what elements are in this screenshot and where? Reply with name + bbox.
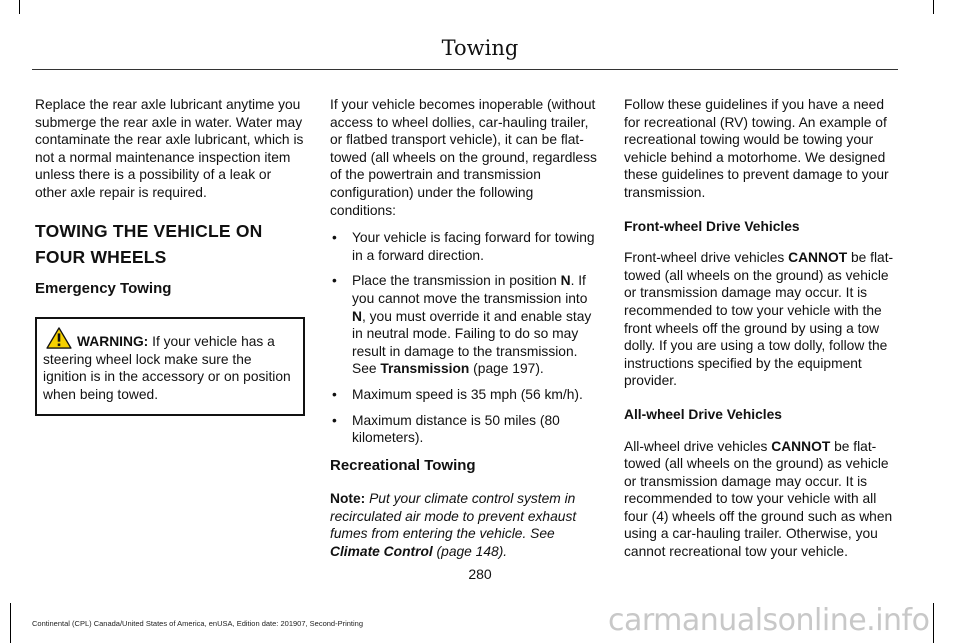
page-number: 280 (468, 566, 492, 582)
paragraph-text: be flat-towed (all wheels on the ground) as vehicle or transmission damage may occur. It is recommended to tow your vehicle with all four (4) wheels off the ground such as when using a car-hauling trailer. Otherwise, you cannot recreational tow your vehicle. (624, 438, 893, 560)
edition-footer: Continental (CPL) Canada/United States of America, enUSA, Edition date: 201907, Second-Printing (32, 619, 364, 628)
warning-text: If your vehicle has a steering wheel lock make sure the ignition is in the accessory or on position when being towed. (43, 334, 291, 402)
recreational-towing-heading: Recreational Towing (330, 456, 476, 474)
crop-mark-bottom-left (10, 603, 11, 643)
bullet-icon: • (332, 230, 337, 246)
list-item (330, 229, 602, 264)
bullet-icon: • (332, 412, 337, 428)
column-right (624, 96, 896, 577)
all-wheel-drive-paragraph (624, 438, 896, 561)
emphasis: CANNOT (771, 438, 831, 454)
list-item (330, 386, 602, 404)
paragraph-text: be flat-towed (all wheels on the ground) as vehicle or transmission damage may occur. It is recommended to tow your vehicle with the front wheels off the ground by using a tow dolly. If you are using a tow dolly, follow the instructions specified by the equipment provider. (624, 250, 894, 389)
front-wheel-drive-heading: Front-wheel Drive Vehicles (624, 218, 800, 234)
watermark: carmanualsonline.info (608, 603, 930, 638)
gear-position: N (560, 273, 571, 289)
list-item (330, 272, 602, 378)
list-item (330, 412, 602, 447)
gear-position: N (352, 308, 362, 324)
list-item-text: Place the transmission in position (352, 273, 561, 289)
list-item-text: . If you cannot move the transmission into (352, 273, 588, 306)
bullet-icon: • (332, 386, 337, 402)
column-middle (330, 96, 602, 577)
section-heading: TOWING THE VEHICLE ON FOUR WHEELS (35, 220, 263, 267)
page-reference: (page 148). (432, 544, 508, 560)
list-item-text: Your vehicle is facing forward for towing in a forward direction. (352, 230, 595, 263)
warning-label: WARNING: (77, 334, 149, 350)
climate-control-link[interactable]: Climate Control (330, 544, 433, 560)
crop-mark-top-right (933, 0, 934, 14)
warning-box (35, 317, 305, 415)
emphasis: CANNOT (788, 250, 848, 266)
note (330, 490, 602, 560)
list-item-text: , you must override it and enable stay in neutral mode. Failing to do so may result in damage to the transmission. See (352, 308, 592, 377)
header-rule (32, 69, 898, 70)
bullet-icon: • (332, 273, 337, 289)
transmission-link[interactable]: Transmission (380, 361, 470, 377)
paragraph-text: All-wheel drive vehicles (624, 438, 772, 454)
flat-tow-intro: If your vehicle becomes inoperable (without access to wheel dollies, car-hauling trailer, or flatbed transport vehicle), it can be flat-towed (all wheels on the ground, regardless of the powertrain and transmission configuration) under the following conditions: (330, 97, 597, 218)
warning-triangle-icon (45, 327, 73, 349)
column-left (35, 96, 305, 416)
note-text: Put your climate control system in recirculated air mode to prevent exhaust fumes from entering the vehicle. See (330, 491, 577, 542)
crop-mark-top-left (19, 0, 20, 14)
all-wheel-drive-heading: All-wheel Drive Vehicles (624, 406, 782, 422)
axle-lubricant-paragraph: Replace the rear axle lubricant anytime you submerge the rear axle in water. Water may contaminate the rear axle lubricant, which is not a normal maintenance inspection item unless there is a possibility of a leak or other axle repair is required. (35, 97, 304, 200)
list-item-text: Maximum distance is 50 miles (80 kilometers). (352, 412, 560, 446)
front-wheel-drive-paragraph (624, 249, 896, 390)
subsection-heading: Emergency Towing (35, 279, 172, 297)
rv-towing-intro: Follow these guidelines if you have a need for recreational (RV) towing. An example of recreational towing would be towing your vehicle behind a motorhome. We designed these guidelines to prevent damage to your transmission. (624, 97, 889, 200)
page-reference: (page 197). (469, 361, 544, 377)
paragraph-text: Front-wheel drive vehicles (624, 250, 789, 266)
list-item-text: Maximum speed is 35 mph (56 km/h). (352, 386, 583, 402)
conditions-list (330, 229, 602, 447)
page-title: Towing (441, 36, 519, 60)
note-label: Note: (330, 491, 366, 507)
